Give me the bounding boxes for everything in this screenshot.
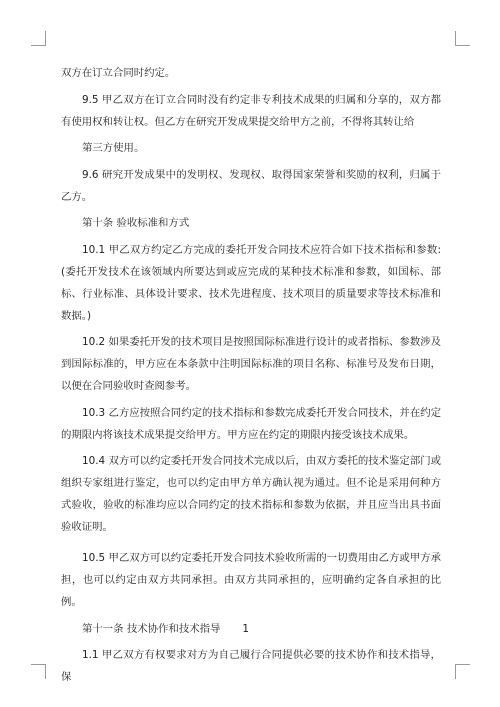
paragraph: 10.1 甲乙双方约定乙方完成的委托开发合同技术应符合如下技术指标和参数:(委托开发技术在该领域内所要达到或应完成的某种技术标准和参数，如国标、部标、行业标准、具体设计要求、技术先进程度、技术项目的质量要求等技术标准和数据。) bbox=[61, 243, 441, 322]
page-number: 1 bbox=[242, 622, 250, 635]
document-body bbox=[61, 62, 441, 693]
paragraph: 10.5 甲乙双方可以约定委托开发合同技术验收所需的一切费用由乙方或甲方承担，也可以约定由双方共同承担。由双方共同承担的，应明确约定各自承担的比例。 bbox=[61, 552, 441, 608]
paragraph: 双方在订立合同时约定。 bbox=[61, 67, 176, 79]
section-heading bbox=[61, 618, 441, 640]
crop-mark-bottom-right bbox=[455, 664, 470, 679]
paragraph: 10.2 如果委托开发的技术项目是按照国际标准进行设计的或者指标、参数涉及到国际标准的，甲方应在本条款中注明国际标准的项目名称、标准号及发布日期，以便在合同验收时查阅参考。 bbox=[61, 336, 441, 392]
paragraph: 10.4 双方可以约定委托开发合同技术完成以后，由双方委托的技术鉴定部门或组织专家组进行鉴定，也可以约定由甲方单方确认视为通过。但不论是采用何种方式验收，验收的标准均应以合同约定的技术指标和参数为依据，并且应当出具书面验收证明。 bbox=[61, 455, 441, 533]
section-heading: 第十条 验收标准和方式 bbox=[82, 217, 190, 229]
paragraph: 第三方使用。 bbox=[82, 142, 145, 154]
crop-mark-bottom-left bbox=[31, 664, 46, 679]
paragraph: 1.1 甲乙双方有权要求对方为自己履行合同提供必要的技术协作和技术指导，保 bbox=[61, 649, 441, 683]
crop-mark-top-right bbox=[455, 31, 470, 46]
paragraph: 10.3 乙方应按照合同约定的技术指标和参数完成委托开发合同技术，并在约定的期限内将该技术成果提交给甲方。甲方应在约定的期限内接受该技术成果。 bbox=[61, 406, 441, 441]
paragraph: 9.6 研究开发成果中的发明权、发现权、取得国家荣誉和奖励的权利，归属于乙方。 bbox=[61, 168, 441, 203]
section-heading-text: 第十一条 技术协作和技术指导 bbox=[82, 622, 221, 635]
paragraph: 9.5 甲乙双方在订立合同时没有约定非专利技术成果的归属和分享的，双方都有使用权和转让权。但乙方在研究开发成果提交给甲方之前，不得将其转让给 bbox=[61, 93, 441, 128]
crop-mark-top-left bbox=[31, 31, 46, 46]
